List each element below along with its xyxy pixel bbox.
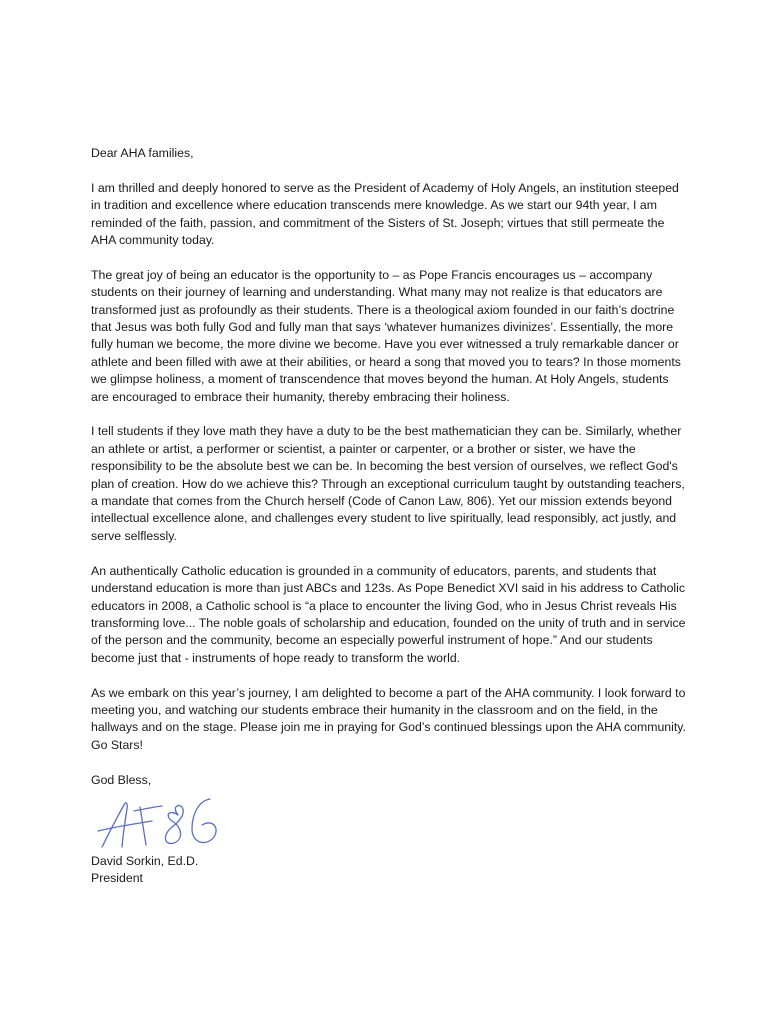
paragraph-3: I tell students if they love math they have a duty to be the best mathematician they can be. Similarly, whether an athlete or artist, a performer or scientist, a painter or carpenter, or a brother or sister, we have the responsibility to be the absolute best we can be. In becoming the best version of ourselves, we reflect God's plan of creation. How do we achieve this? Through an exceptional curriculum taught by outstanding teachers, a mandate that comes from the Church herself (Code of Canon Law, 806). Yet our mission extends beyond intellectual excellence alone, and challenges every student to live spiritually, lead responsibly, act justly, and serve selflessly. xyxy=(91,424,685,543)
signer-name: David Sorkin, Ed.D. xyxy=(91,853,199,868)
signature-stroke-4 xyxy=(134,806,162,811)
signature-stroke-5 xyxy=(165,805,183,843)
closing: God Bless, xyxy=(91,772,152,787)
signature-stroke-3 xyxy=(140,807,146,845)
paragraph-4: An authentically Catholic education is grounded in a community of educators, parents, and students that understand education is more than just ABCs and 123s. As Pope Benedict XVI said in his address to Catholic educators in 2008, a Catholic school is “a place to encounter the living God, who in Jesus Christ reveals His transforming love... The noble goals of scholarship and education, founded on the unity of truth and in service of the person and the community, become an especially powerful instrument of hope.” And our students become just that - instruments of hope ready to transform the world. xyxy=(91,563,686,665)
signature-image xyxy=(94,791,224,853)
paragraph-5: As we embark on this year’s journey, I am delighted to become a part of the AHA community. I look forward to meeting you, and watching our students embrace their humanity in the classroom and on the field, in the hallways and on the stage. Please join me in praying for God’s continued blessings upon the AHA community. Go Stars! xyxy=(91,685,686,752)
signature-stroke-1 xyxy=(102,803,127,847)
letter-body xyxy=(91,145,687,888)
paragraph-1: I am thrilled and deeply honored to serve as the President of Academy of Holy Angels, an institution steeped in tradition and excellence where education transcends mere knowledge. As we start our 94th year, I am reminded of the faith, passion, and commitment of the Sisters of St. Joseph; virtues that still permeate the AHA community today. xyxy=(91,180,679,248)
salutation: Dear AHA families, xyxy=(91,146,194,160)
signature-stroke-6 xyxy=(192,799,216,843)
signer-title: President xyxy=(91,871,143,886)
paragraph-2: The great joy of being an educator is the opportunity to – as Pope Francis encourages us – accompany students on their journey of learning and understanding. What many may not realize is that educators are transformed just as profoundly as their students. There is a theological axiom founded in our faith’s doctrine that Jesus was both fully God and fully man that says ‘whatever humanizes divinizes’. Essentially, the more fully human we become, the more divine we become. Have you ever witnessed a truly remarkable dancer or athlete and been filled with awe at their abilities, or heard a song that moved you to tears? In those moments we glimpse holiness, a moment of transcendence that moves beyond the human. At Holy Angels, students are encouraged to embrace their humanity, thereby embracing their holiness. xyxy=(91,267,681,404)
